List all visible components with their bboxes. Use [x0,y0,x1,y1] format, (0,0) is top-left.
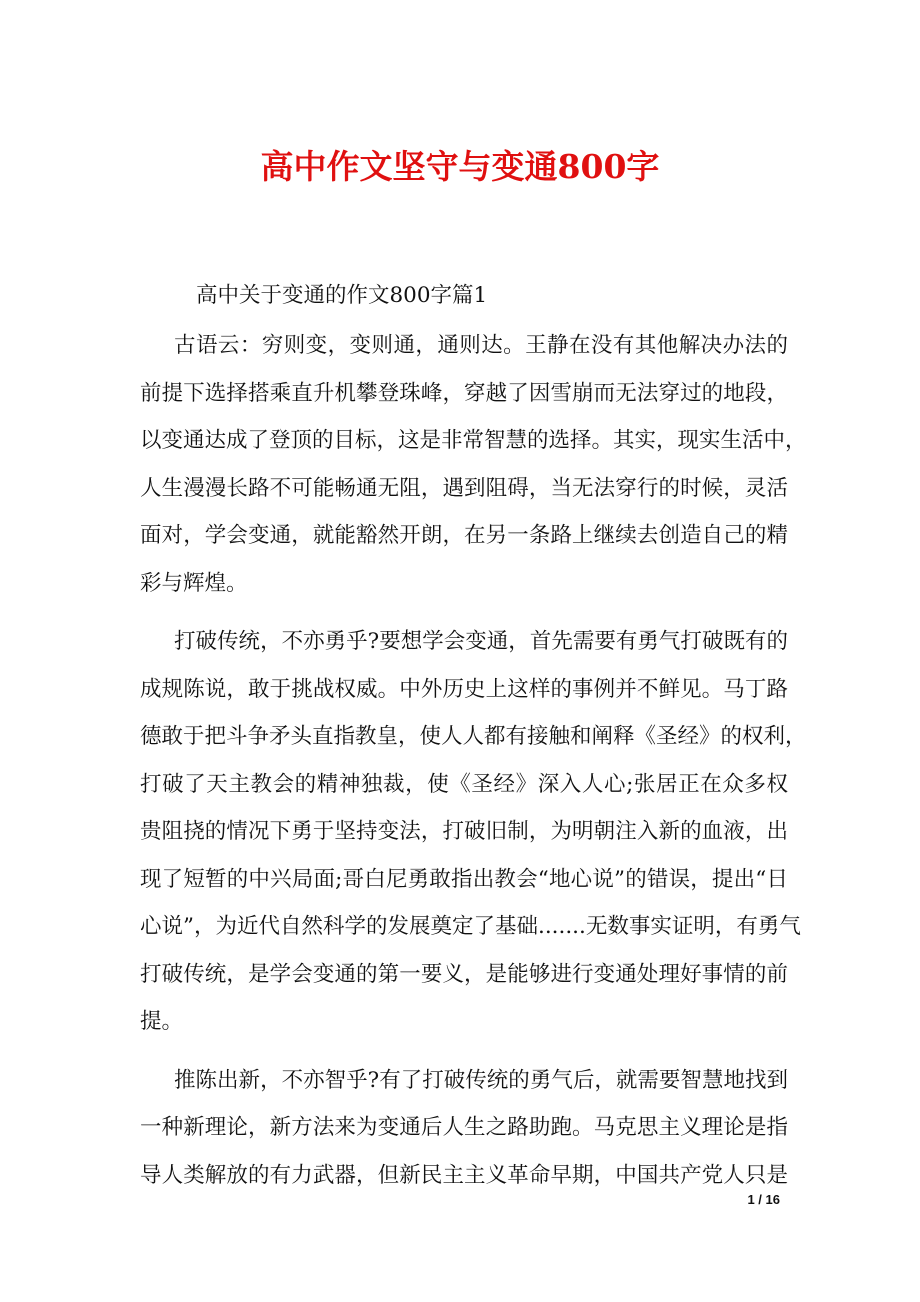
paragraph-3 [140,1057,788,1200]
page-number: 1 / 16 [747,1192,780,1207]
section-subheading: 高中关于变通的作文800字篇1 [196,283,488,308]
paragraph-line: 人生漫漫长路不可能畅通无阻，遇到阻碍，当无法穿行的时候，灵活 [140,475,788,501]
paragraph-line: 推陈出新，不亦智乎?有了打破传统的勇气后，就需要智慧地找到 [174,1067,788,1093]
paragraph-line: 以变通达成了登顶的目标，这是非常智慧的选择。其实，现实生活中， [140,428,807,453]
paragraph-line: 心说”，为近代自然科学的发展奠定了基础.......无数事实证明，有勇气 [140,914,801,939]
paragraph-line: 面对，学会变通，就能豁然开朗，在另一条路上继续去创造自己的精 [140,523,788,548]
paragraph-line: 一种新理论，新方法来为变通后人生之路助跑。马克思主义理论是指 [140,1115,788,1140]
document-body [140,278,807,1199]
paragraph-line: 德敢于把斗争矛头直指教皇，使人人都有接触和阐释《圣经》的权利， [140,724,807,749]
paragraph-line: 打破传统，是学会变通的第一要义，是能够进行变通处理好事情的前 [140,961,788,987]
paragraph-line: 打破了天主教会的精神独裁，使《圣经》深入人心;张居正在众多权 [140,771,788,797]
paragraph-line: 打破传统，不亦勇乎?要想学会变通，首先需要有勇气打破既有的 [174,629,788,654]
paragraph-line: 成规陈说，敢于挑战权威。中外历史上这样的事例并不鲜见。马丁路 [140,676,788,702]
paragraph-line: 彩与辉煌。 [140,570,248,596]
paragraph-line: 古语云：穷则变，变则通，通则达。王静在没有其他解决办法的 [174,333,788,358]
paragraph-1 [140,322,807,607]
paragraph-line: 前提下选择搭乘直升机攀登珠峰，穿越了因雪崩而无法穿过的地段， [140,380,788,406]
paragraph-line: 贵阻挠的情况下勇于坚持变法，打破旧制，为明朝注入新的血液，出 [140,819,788,844]
paragraph-line: 导人类解放的有力武器，但新民主主义革命早期，中国共产党人只是 [140,1162,788,1188]
paragraph-line: 提。 [140,1009,184,1034]
paragraph-line: 现了短暂的中兴局面;哥白尼勇敢指出教会“地心说”的错误，提出“日 [140,866,788,892]
paragraph-2 [140,618,807,1046]
document-title: 高中作文坚守与变通800字 [260,147,660,186]
